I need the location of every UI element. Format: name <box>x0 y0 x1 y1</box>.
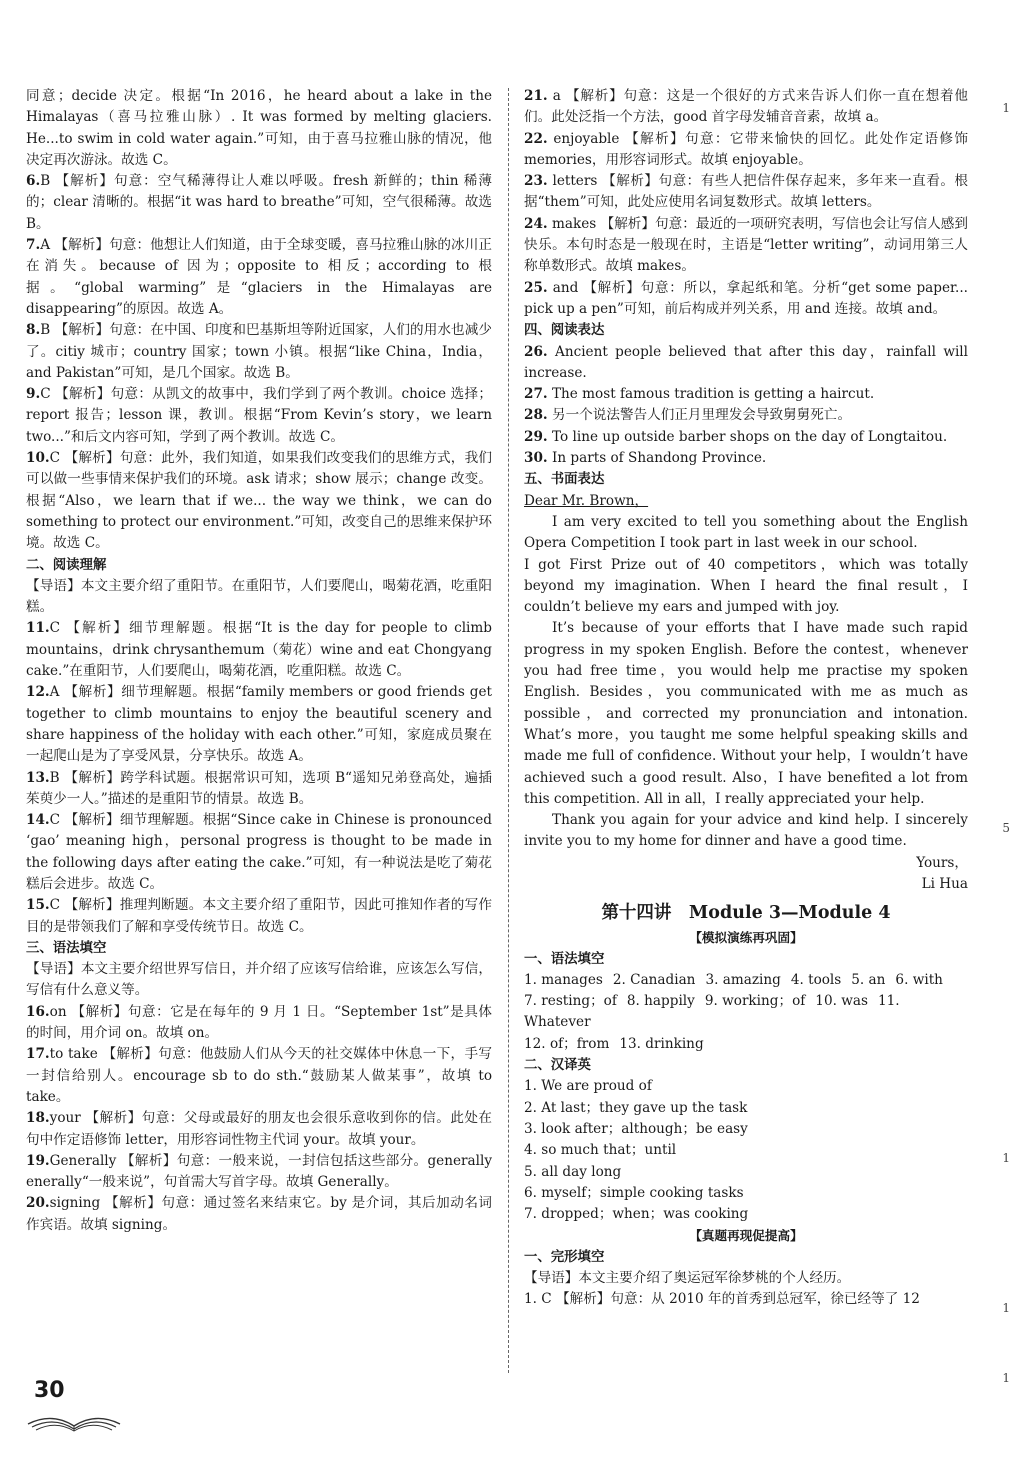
answer-item: 30. In parts of Shandong Province. <box>524 450 767 467</box>
fill-row: 12. of；from 13. drinking <box>524 1035 704 1052</box>
essay-paragraph: It’s because of your efforts that I have made such rapid progress in my spoken English. Before the contest，whenever you had free time，you would help me practise my spoken English. Besides，you communicated with me as much as possible，and corrected my pronunciation and intonation. What’s more，you taught me some helpful speaking skills and made me full of confidence. Without your help，I wouldn’t have achieved such a good result. Also，I have benefited a lot from this competition. All in all，I really appreciated your help. <box>524 620 968 807</box>
answer-item: 1. C 【解析】句意：从 2010 年的首秀到总冠军，徐已经等了 12 <box>524 1291 920 1308</box>
fill-row: 7. resting；of 8. happily 9. working；of 10. was 11. Whatever <box>524 993 900 1031</box>
answer-item: 10.C 【解析】句意：此外，我们知道，如果我们改变我们的思维方式，我们可以做一些事情来保护我们的环境。ask 请求；show 展示；change 改变。根据“Also，we learn that if we... the way we think，we can do something to protect our environment.”可知，改变自己的思维来保护环境。故选 C。 <box>26 450 492 552</box>
answer-item: 28. 另一个说法警告人们正月里理发会导致舅舅死亡。 <box>524 407 852 424</box>
lecture-title: 第十四讲 Module 3—Module 4 <box>601 903 891 924</box>
answer-item: 6.B 【解析】句意：空气稀薄得让人难以呼吸。fresh 新鲜的；thin 稀薄的；clear 清晰的。根据“it was hard to breathe”可知，空气很稀薄。故选 B。 <box>26 173 492 232</box>
essay-closing: Yours， <box>916 854 968 871</box>
answer-item: 8.B 【解析】句意：在中国、印度和巴基斯坦等附近国家，人们的用水也减少了。citiy 城市；country 国家；town 小镇。根据“like China，India，and Pakistan”可知，是几个国家。故选 B。 <box>26 322 492 381</box>
right-column <box>524 86 968 1311</box>
answer-item: 23. letters 【解析】句意：有些人把信件保存起来，多年来一直看。根据“them”可知，此处应使用名词复数形式。故填 letters。 <box>524 173 969 211</box>
answer-item: 17.to take 【解析】句意：他鼓励人们从今天的社交媒体中休息一下，手写一封信给别人。encourage sb to do sth.“鼓励某人做某事”，故填 to take。 <box>26 1046 492 1105</box>
answer-item: 29. To line up outside barber shops on the day of Longtaitou. <box>524 428 948 445</box>
answer-item: 7.A 【解析】句意：他想让人们知道，由于全球变暖，喜马拉雅山脉的冰川正在消失。because of 因为；opposite to 相反；according to 根据。“global warming”是“glaciers in the Himalayas are disappearing”的原因。故选 A。 <box>26 237 492 317</box>
section-intro: 【导语】本文主要介绍了奥运冠军徐梦桃的个人经历。 <box>524 1270 851 1287</box>
answer-item: 15.C 【解析】推理判断题。本文主要介绍了重阳节，因此可推知作者的写作目的是带领我们了解和享受传统节日。故选 C。 <box>26 897 492 935</box>
translate-item: 4. so much that；until <box>524 1142 677 1159</box>
section-title: 一、语法填空 <box>524 951 605 967</box>
answer-item: 14.C 【解析】细节理解题。根据“Since cake in Chinese is pronounced ‘gao’ meaning high，personal progress is thought to be made in the following days after eating the cake.”可知，有一种说法是吃了菊花糕后会进步。故选 C。 <box>26 812 492 892</box>
essay-paragraph: I am very excited to tell you something about the English Opera Competition I took part in last week in our school. <box>524 513 968 552</box>
answer-item: 19.Generally 【解析】句意：一般来说，一封信包括这些部分。generally enerally“一般来说”，句首需大写首字母。故填 Generally。 <box>26 1152 492 1191</box>
items-group-d <box>524 86 968 320</box>
answer-item: 21. a 【解析】句意：这是一个很好的方式来告诉人们你一直在想着他们。此处泛指一个方法，good 首字母发辅音音素，故填 a。 <box>524 88 968 126</box>
section-title: 一、完形填空 <box>524 1249 605 1265</box>
lecture-subtitle: 【模拟演练再巩固】 <box>689 930 803 946</box>
answer-item: 12.A 【解析】细节理解题。根据“family members or good friends get together to climb mountains to enjoy the beautiful scenery and share happiness of the holiday with each other.”可知，家庭成员聚在一起爬山是为了享受风景，分享快乐。故选 A。 <box>26 684 492 765</box>
section-intro: 【导语】本文主要介绍世界写信日，并介绍了应该写信给谁，应该怎么写信，写信有什么意义等。 <box>26 961 492 999</box>
items-group-b <box>26 618 492 937</box>
essay-paragraph: Thank you again for your advice and kind help. I sincerely invite you to my home for dinner and have a good time. <box>524 812 968 850</box>
translate-answers <box>524 1076 968 1225</box>
translate-item: 1. We are proud of <box>524 1078 652 1095</box>
essay-greeting: Dear Mr. Brown， <box>524 492 649 509</box>
real-exam-subtitle: 【真题再现促提高】 <box>689 1228 803 1244</box>
answer-item: 27. The most famous tradition is getting a haircut. <box>524 386 875 403</box>
items-group-e <box>524 342 968 470</box>
translate-item: 5. all day long <box>524 1163 622 1180</box>
answer-item: 11.C 【解析】细节理解题。根据“It is the day for people to climb mountains，drink chrysanthemum（菊花）wine and eat Chongyang cake.”在重阳节，人们要爬山，喝菊花酒，吃重阳糕。故选 C。 <box>26 620 492 680</box>
left-column <box>26 86 492 1236</box>
fill-row: 1. manages 2. Canadian 3. amazing 4. tools 5. an 6. with <box>524 971 943 988</box>
answer-item: 24. makes 【解析】句意：最近的一项研究表明，写信也会让写信人感到快乐。本句时态是一般现在时，主语是“letter writing”，动词用第三人称单数形式。故填 makes。 <box>524 215 968 275</box>
section-title: 五、书面表达 <box>524 472 605 488</box>
section-title: 三、语法填空 <box>26 940 107 956</box>
answer-item: 20.signing 【解析】句意：通过签名来结束它。by 是介词，其后加动名词作宾语。故填 signing。 <box>26 1195 492 1233</box>
section-intro: 【导语】本文主要介绍了重阳节。在重阳节，人们要爬山，喝菊花酒，吃重阳糕。 <box>26 577 492 616</box>
answer-item: 16.on 【解析】句意：它是在每年的 9 月 1 日。“September 1st”是具体的时间，用介词 on。故填 on。 <box>26 1003 492 1042</box>
answer-item: 25. and 【解析】句意：所以，拿起纸和笔。分析“get some paper... pick up a pen”可知，前后构成并列关系，用 and 连接。故填 and。 <box>524 279 968 317</box>
column-divider <box>508 88 509 1373</box>
answer-item: 18.your 【解析】句意：父母或最好的朋友也会很乐意收到你的信。此处在句中作定语修饰 letter，用形容词性物主代词 your。故填 your。 <box>26 1110 492 1148</box>
answer-item: 22. enjoyable 【解析】句意：它带来愉快的回忆。此处作定语修饰 memories，用形容词形式。故填 enjoyable。 <box>524 130 968 168</box>
section-title: 二、阅读理解 <box>26 557 107 573</box>
essay-signature: Li Hua <box>921 875 968 892</box>
section-title: 二、汉译英 <box>524 1058 591 1074</box>
items-group-c <box>26 1002 492 1236</box>
fill-answers <box>524 970 968 1055</box>
items-group-a <box>26 171 492 554</box>
section-title: 四、阅读表达 <box>524 323 605 339</box>
translate-item: 7. dropped；when；was cooking <box>524 1206 749 1223</box>
answer-item: 26. Ancient people believed that after this day，rainfall will increase. <box>524 343 968 381</box>
translate-item: 2. At last；they gave up the task <box>524 1099 748 1116</box>
answer-item: 9.C 【解析】句意：从凯文的故事中，我们学到了两个教训。choice 选择；report 报告；lesson 课，教训。根据“From Kevin’s story，we learn two...”和后文内容可知，学到了两个教训。故选 C。 <box>26 386 492 445</box>
model-essay <box>524 491 968 896</box>
intro-paragraph: 同意；decide 决定。根据“In 2016，he heard about a lake in the Himalayas（喜马拉雅山脉）. It was formed by melting glaciers. He...to swim in cold water again.”可知，由于喜马拉雅山脉的情况，他决定再次游泳。故选 C。 <box>26 88 492 168</box>
page-number: 30 <box>34 1378 65 1403</box>
essay-paragraph: I got First Prize out of 40 competitors，which was totally beyond my imagination. When I heard the final result，I couldn’t believe my ears and jumped with joy. <box>524 556 968 616</box>
page-edge-marks: 1 5 1 1 1 <box>1002 101 1010 1385</box>
answer-item: 13.B 【解析】跨学科试题。根据常识可知，选项 B“遥知兄弟登高处，遍插茱萸少一人。”描述的是重阳节的情景。故选 B。 <box>26 769 492 807</box>
translate-item: 3. look after；although；be easy <box>524 1120 748 1137</box>
open-book-icon <box>24 1402 124 1432</box>
translate-item: 6. myself；simple cooking tasks <box>524 1184 744 1201</box>
